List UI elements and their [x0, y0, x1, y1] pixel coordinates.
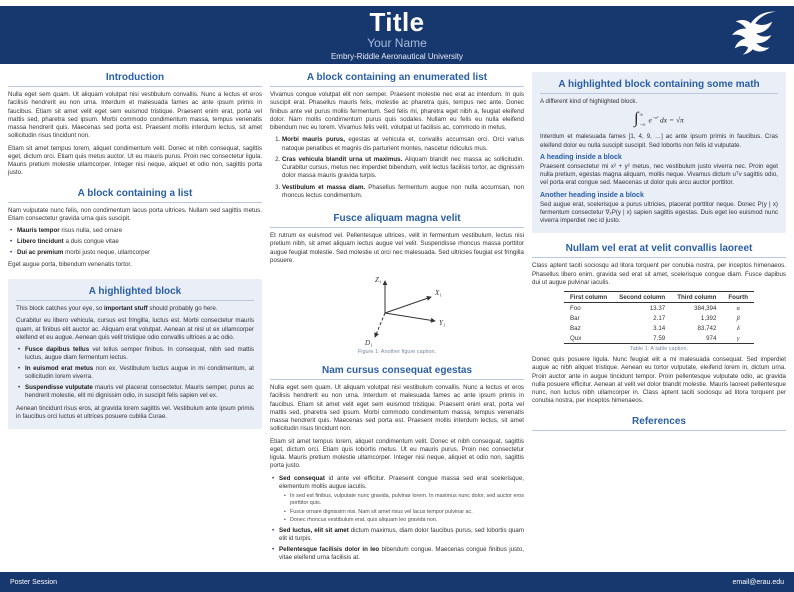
list-item-text: dictum maximus, diam dolor faucibus purus, sed lobortis quam elit id turpis.	[279, 526, 524, 542]
table-cell: Bar	[570, 314, 580, 322]
footer-session-label: Poster Session	[10, 578, 58, 586]
sub-list-item: • In sed est finibus, vulputate nunc gravida, pulvinar lorem. In maximus nunc dolor, sed auctor eros porttitor quis.	[284, 493, 524, 507]
result: √π	[675, 115, 684, 124]
table-row	[564, 323, 754, 333]
bullet-list	[16, 346, 254, 401]
block-title: A block containing a list	[8, 188, 262, 203]
paragraph: Eget augue porta, bibendum venenatis tortor.	[8, 260, 132, 268]
block-highlighted	[8, 279, 262, 429]
sub-list-item: • Donec rhoncus vestibulum erat, quis aliquam leo gravida non.	[284, 517, 524, 524]
list-item	[282, 184, 524, 201]
header-text	[330, 6, 464, 62]
list-item-text: Aliquam blandit nec massa ac sollicitudin. Curabitur cursus, metus nec imperdiet bibendum, velit lectus facilisis tortor, ac dignissim dolor massa mauris gravida turpis.	[282, 155, 524, 180]
list-item-text: morbi justo neque, ullamcorper	[63, 248, 151, 256]
paragraph	[16, 305, 254, 313]
block-title: References	[532, 416, 786, 431]
table-header-row	[564, 292, 754, 303]
text-run: should probably go here.	[147, 305, 218, 312]
list-item	[10, 227, 262, 235]
list-item-text: egestas at vehicula et, convallis accumsan orci. Orci varius natoque penatibus et magnis dis parturient montes, nascetur ridiculus mus.	[282, 136, 524, 152]
erau-eagle-logo	[720, 10, 778, 60]
table-cell: Qux	[564, 333, 613, 344]
list-item-text: non ex. Vestibulum luctus augue in mi condimentum, at sollicitudin lorem viverra.	[25, 365, 254, 381]
integral-limits	[640, 111, 646, 127]
paragraph: Praesent consectetur mi x² + y² metus, nec vestibulum justo viverra nec. Proin eget nulla pretium, egestas magna aliquam, mollis neque. Vivamus dictum uᵀv sagittis odio, vel porta erat congue sed. Maecenas ut dolor quis arcu auctor porttitor.	[540, 162, 778, 187]
table-caption: Table 1: A table caption.	[629, 346, 689, 352]
block-title: Introduction	[8, 72, 262, 87]
paragraph: Nulla eget sem quam. Ut aliquam volutpat nisi vestibulum convallis. Nunc a lectus et eros facilisis hendrerit eu non urna. Interdum et malesuada fames ac ante ipsum primis in faucibus. Etiam sit amet velit eget sem euismod tristique. Praesent enim erat, porta vel mattis sed, pharetra sed ipsum. Morbi commodo condimentum massa, tempus venenatis massa hendrerit quis. Maecenas sed porta est. Praesent mollis interdum lectus, sit amet sollicitudin risus tincidunt non.	[8, 91, 262, 140]
table-cell: γ	[722, 333, 754, 344]
column-3	[532, 72, 786, 435]
list-item-lead: Sed consequat	[279, 474, 325, 482]
list-item-text: risus nulla, sed ornare	[59, 227, 123, 234]
block-nam-cursus	[270, 365, 524, 566]
block-table	[532, 243, 786, 405]
list-item-lead: Morbi mauris purus,	[282, 136, 345, 144]
table-cell: 974	[671, 333, 722, 344]
math-formula	[540, 111, 778, 127]
axis-label-z: Z₁	[375, 276, 382, 284]
paragraph: Sed augue erat, scelerisque a purus ultricies, placerat porttitor neque. Donec P(y | x) fermentum consectetur ∇ₓP(y | x) sapien sagittis egestas. Duis eget leo euismod nunc viverra imperdiet nec id justo.	[540, 200, 778, 224]
list-item	[18, 384, 254, 401]
emphasized-text: important stuff	[104, 305, 148, 312]
paragraph: Curabitur eu libero vehicula, cursus est fringilla, luctus est. Morbi consectetur mauris quam, at finibus elit auctor ac. Aliquam erat volutpat. Aenean at nisl ut ex ullamcorper eleifend et eu augue. Aenean quis velit tristique odio convallis ultrices a ac odio.	[16, 317, 254, 341]
inner-heading: A heading inside a block	[540, 153, 622, 161]
table-cell: 7.59	[613, 333, 671, 344]
table-row	[564, 303, 754, 314]
exponent: −x²	[651, 114, 659, 120]
list-item-lead: Vestibulum et massa diam.	[282, 183, 366, 191]
axis-label-d: D₁	[365, 339, 373, 347]
sub-list-item: • Fusce ornare dignissim nisi. Nam sit amet risus vel lacus tempor pulvinar ac.	[284, 509, 524, 516]
list-item-text: mauris vel placerat consectetur. Mauris semper, purus ac hendrerit molestie, elit mi dignissim odio, in suscipit felis sapien vel ex.	[25, 384, 254, 400]
table-cell: β	[736, 314, 740, 322]
block-title: A block containing an enumerated list	[270, 72, 524, 87]
integrand: e	[648, 115, 652, 124]
list-item-text: id ante vel efficitur. Praesent congue massa sed erat scelerisque, elementum mollis augue iaculis.	[279, 474, 524, 490]
paragraph: Etiam sit amet tempus lorem, aliquet condimentum velit. Donec et nibh consequat, sagittis eget, dictum orci. Etiam quis metus auctor. Ut eu mauris purus. Proin nec consectetur ligula. Mauris pretium molestie ullamcorper. Integer nisi neque, aliquet et odio non, sagittis porta justo.	[8, 144, 262, 177]
column-1	[8, 72, 262, 429]
list-item-lead: Dui ac premium	[17, 248, 64, 256]
figure	[270, 269, 524, 355]
table-cell: 1,392	[700, 314, 717, 322]
list-item	[282, 156, 524, 181]
table-row	[564, 313, 754, 323]
table-header-cell: Third column	[671, 292, 722, 303]
list-item-text: a duis congue vitae	[63, 237, 119, 245]
list-item-lead: In euismod erat metus	[25, 365, 94, 372]
block-containing-list	[8, 188, 262, 270]
table-header-cell: Second column	[613, 292, 671, 303]
list-item-text: bibendum congue. Maecenas congue finibus justo, vitae eleifend urna facilisis at.	[279, 545, 524, 561]
bullet-list	[8, 227, 262, 257]
text-run: This block catches your eye, so	[16, 305, 105, 312]
block-title: A highlighted block containing some math	[540, 79, 778, 94]
paragraph: Nulla eget sem quam. Ut aliquam volutpat nisi vestibulum convallis. Nunc a lectus et eros facilisis hendrerit eu non urna. Interdum et malesuada fames ac ante ipsum primis in faucibus. Etiam sit amet velit eget sem euismod tristique. Praesent enim erat, porta vel mattis sed, pharetra sed ipsum. Morbi commodo condimentum massa, tempus venenatis massa hendrerit quis. Maecenas sed porta est. Praesent mollis interdum lectus, sit amet sollicitudin risus tincidunt non.	[270, 384, 524, 433]
figure-caption: Figure 1: Another figure caption.	[357, 349, 437, 355]
list-item-lead: Mauris tempor	[17, 227, 60, 234]
paragraph: Interdum et malesuada fames [1, 4, 9, …] ac ante ipsum primis in faucibus. Cras eleifend dolor eu nulla suscipit suscipit. Sed lobortis non felis id vulputate.	[540, 133, 778, 149]
list-item-text: Phasellus fermentum augue non nulla accumsan, non rhoncus lectus condimentum.	[282, 183, 525, 199]
inner-heading: Another heading inside a block	[540, 191, 644, 199]
poster-title: Title	[369, 6, 425, 37]
paragraph: Et rutrum ex euismod vel. Pellentesque ultrices, velit in fermentum vestibulum, lectus nisi pretium nibh, sit amet aliquam lectus augue vel velit. Suspendisse rhoncus massa porttitor augue feugiat molestie. Sed molestie ut orci nec malesuada. Sed ultricies feugiat est fringilla posuere.	[270, 232, 524, 264]
list-item-text: vel tellus semper finibus. In consequat, nibh sed mattis luctus, augue diam fermentum lectus.	[25, 346, 254, 362]
email-link[interactable]: email@erau.edu	[732, 578, 784, 586]
axis-label-x: X₁	[435, 289, 442, 297]
block-fusce-aliquam	[270, 213, 524, 355]
table-cell: 2.17	[653, 314, 666, 322]
integral-sign: ∫	[634, 110, 639, 128]
table-cell: 13.37	[649, 304, 666, 312]
lower-limit: −∞	[639, 122, 646, 128]
list-item	[282, 136, 524, 153]
table-row	[564, 333, 754, 344]
paragraph: Class aptent taciti sociosqu ad litora torquent per conubia nostra, per inceptos himenaeos. Phasellus libero enim, gravida sed erat sit amet, scelerisque congue diam. Fusce dapibus dui ut augue pulvinar iaculis.	[532, 262, 786, 286]
block-title: Fusce aliquam magna velit	[270, 213, 524, 228]
list-item	[272, 527, 524, 544]
paragraph: Etiam sit amet tempus lorem, aliquet condimentum velit. Donec et nibh consequat, sagittis eget, dictum orci. Etiam quis lobortis metus. Ut eu mauris purus. Proin nec consectetur ligula. Mauris pretium molestie ullamcorper. Integer nisi neque, aliquet et odio non, sagittis porta justo.	[270, 437, 524, 470]
column-2	[270, 72, 524, 566]
paragraph: Vivamus congue volutpat elit non semper. Praesent molestie nec erat ac interdum. In quis suscipit erat. Phasellus mauris felis, molestie ac pharetra quis, tempus nec ante. Donec finibus ante vel purus mollis fermentum. Sed felis mi, pharetra eget nibh a, feugiat eleifend dolor. Nam mollis condimentum purus quis sodales. Nullam eu felis eu nulla eleifend bibendum nec eu lorem. Vivamus felis velit, volutpat ut facilisis ac, commodo in metus.	[270, 91, 524, 131]
paragraph: Donec quis posuere ligula. Nunc feugiat elit a mi malesuada consequat. Sed imperdiet augue ac nibh aliquet tristique. Aenean eu tortor vulputate, eleifend lorem in, dictum urna. Proin auctor ante in augue tincidunt tempor. Proin pellentesque vulputate odio, ac gravida nulla posuere efficitur. Aenean at velit vel dolor blandit molestie. Mauris laoreet pellentesque nunc, non luctus nibh ullamcorper in. Class aptent taciti sociosqu ad litora torquent per conubia nostra, per inceptos himenaeos.	[532, 356, 786, 405]
list-item	[272, 475, 524, 525]
paragraph: A different kind of highlighted block.	[540, 98, 638, 105]
block-references	[532, 416, 786, 435]
table-header-cell: Fourth	[722, 292, 754, 303]
list-item	[10, 249, 262, 257]
poster-author: Your Name	[367, 36, 427, 51]
table-cell: Baz	[570, 324, 581, 332]
poster-columns	[0, 64, 794, 572]
table-cell: 3.14	[653, 324, 666, 332]
block-math-highlighted	[532, 72, 786, 233]
table-header-cell: First column	[564, 292, 613, 303]
list-item	[272, 546, 524, 563]
list-item	[10, 238, 262, 246]
block-enumerated-list	[270, 72, 524, 203]
list-item-lead: Sed luctus, elit sit amet	[279, 526, 349, 534]
block-title: Nullam vel erat at velit convallis laoreet	[532, 243, 786, 258]
table-cell: 384,394	[694, 304, 717, 312]
bullet-list	[270, 475, 524, 563]
table-cell: 83,742	[697, 324, 717, 332]
list-item	[18, 365, 254, 382]
upper-limit: ∞	[639, 112, 643, 118]
poster-header	[0, 6, 794, 64]
list-item	[18, 346, 254, 363]
sub-bullet-list	[279, 493, 524, 524]
table-cell: Foo	[570, 304, 581, 312]
block-introduction	[8, 72, 262, 178]
table-cell: δ	[736, 324, 740, 332]
axis-label-y: Y₁	[439, 319, 446, 327]
list-item-lead: Fusce dapibus tellus	[25, 346, 90, 353]
paragraph: Nam vulputate nunc felis, non condimentum lacus porta ultrices. Nullam sed sagittis metus. Etiam consectetur gravida urna quis suscipit.	[8, 206, 262, 222]
list-item-lead: Libero tincidunt	[17, 237, 64, 245]
differential: dx =	[658, 115, 676, 124]
poster-institution: Embry-Riddle Aeronautical University	[330, 52, 464, 62]
list-item-lead: Suspendisse vulputate	[25, 384, 93, 391]
enumerated-list	[270, 136, 524, 200]
list-item-lead: Pellentesque facilisis dolor in leo	[279, 545, 380, 553]
axes-diagram	[341, 269, 453, 347]
block-title: Nam cursus consequat egestas	[270, 365, 524, 380]
data-table	[564, 291, 754, 344]
list-item-lead: Cras vehicula blandit urna ut maximus.	[282, 155, 403, 163]
block-title: A highlighted block	[16, 286, 254, 301]
formula-body	[648, 115, 683, 125]
table-cell: α	[736, 304, 740, 312]
poster-footer	[0, 572, 794, 592]
paragraph: Aenean tincidunt risus eros, at gravida lorem sagittis vel. Vestibulum ante ipsum primis in faucibus orci luctus et ultrices posuere cubilia Curae.	[16, 404, 254, 420]
